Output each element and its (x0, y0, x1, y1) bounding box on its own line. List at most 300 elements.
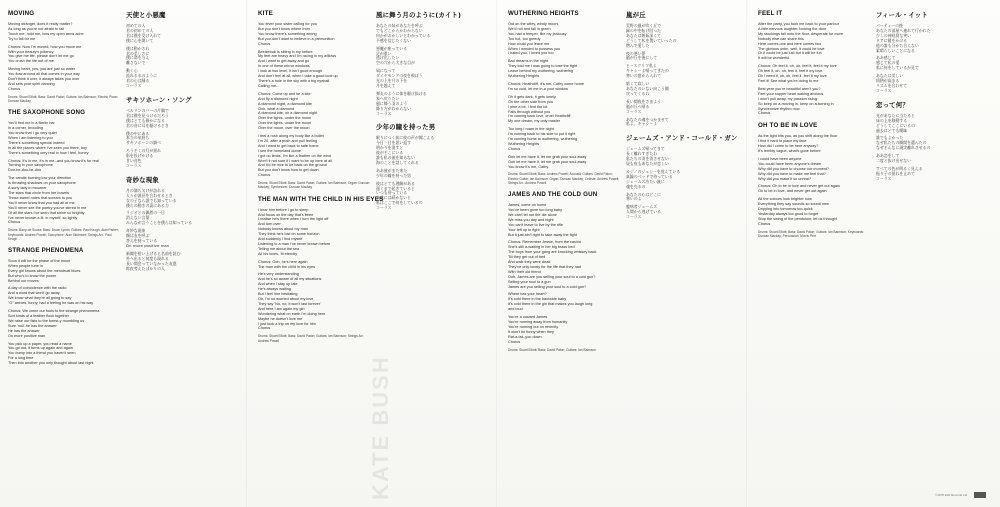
song-block (8, 109, 120, 241)
lyric-line: Beelzebub is sitting in my before (258, 49, 313, 54)
lyric-line: A diamond night, a diamond kite (258, 101, 313, 106)
lyric-line: I find it hard to place my face (758, 139, 807, 144)
stanza (258, 272, 370, 331)
lyric-line: Here comes one and here comes two (758, 41, 822, 46)
lyric-line-jp: ベルリンのバーの片隅で (126, 107, 169, 113)
japanese-lyrics-column (126, 8, 238, 277)
lyric-line: I hated you, I loved you too (508, 51, 554, 56)
lyric-line-jp: 彼はとても理解がある (376, 180, 415, 186)
lyric-line-jp: 二度と抜け出せない (876, 158, 912, 164)
lyric-line: Behind our moves (8, 278, 39, 283)
lyric-line: Ooh let me have it, let me grab your soul away (508, 159, 587, 164)
lyric-line-jp: 人々が波長を合わせるとき (126, 192, 173, 198)
lyric-line: Is throwing shadows on your saxophone (8, 181, 76, 186)
stanza-jp (626, 170, 738, 190)
song-title-jp: フィール・イット (876, 11, 928, 19)
lyric-line: Telling me about the sea (258, 246, 300, 251)
lyric-line: Ooh let me have it, let me grab your soul away (508, 154, 587, 159)
lyric-line: How could you leave me (508, 41, 550, 46)
lyric-line-jp: コーラス (126, 82, 142, 88)
lyric-line-jp: 逃げ出したい (376, 55, 400, 61)
song-credits: Drums: Stuart Elliott; Bass: David Paton; Guitars: Ian Bairnson; Organ: Duncan Mackay; Synthesizer: Duncan Mackay (258, 181, 370, 190)
stanza (758, 157, 870, 182)
lyric-line: I look at two level, it isn't good enough (258, 69, 323, 74)
song-block-jp (376, 10, 488, 116)
stanza (508, 240, 620, 289)
lyric-line: And he's so aware of all my situations (258, 277, 322, 282)
lyric-line: All the colours look brighter now (758, 197, 812, 202)
lyric-line: You had a temper, like my jealousy (508, 31, 567, 36)
stanza-jp (376, 182, 488, 211)
lyric-line: They told me I was going to lose the fight (508, 64, 578, 69)
lyric-line-jp: 臆病者ジェームズ (626, 204, 658, 210)
lyric-line: You give me life, please don't let me go (8, 54, 74, 59)
lyric-line: As long as you're not afraid to fall (8, 26, 65, 31)
stanza-jp (626, 82, 738, 97)
lyric-line: Best year you're beautiful aren't you? (758, 86, 821, 91)
lyric-line: Chorus: Ooh, he's here again (258, 259, 308, 264)
song-credits: Drums: Barry de Souza; Bass: Bruce Lynch; Guitars: Paul Keogh, Alan Parker; Keyboards: Andrew Powell; Saxophone: Alan Skidmore; Strings Arr.: Paul Keogh (8, 228, 119, 241)
lyric-line-jp: 嵐が丘へ帰る (626, 103, 650, 109)
lyric-line: Chorus: Oh to be in love and never get out again (758, 184, 840, 189)
lyric-line-jp: 予感を信じたくない (376, 37, 412, 43)
lyric-line: The boys from your gang are knocking whiskey back (508, 250, 597, 255)
song-block-jp (376, 122, 488, 211)
lyric-line: Nobody knows about my man (258, 227, 309, 232)
lyric-line-jp: あなたの心はどこに (626, 191, 662, 197)
lyric-line: My stockings fall onto the floor, desperate for more (758, 31, 844, 36)
lyric-line-jp: 人間から逃げている (626, 209, 662, 215)
stanza-jp (126, 149, 238, 169)
lyric-line-jp: 永遠には続かないと (376, 195, 412, 201)
lyric-line: Falls through without you (508, 109, 551, 114)
lyric-line-jp: コーラス (876, 175, 892, 181)
stanza (8, 67, 120, 92)
lyric-line-jp: 私はここで何をしているの (376, 200, 423, 206)
lyric-line: The man with the child in his eyes (258, 264, 315, 269)
lyric-line: My feet are heavy and I'm racing in my willows (258, 54, 337, 59)
lyric-line: He's very understanding (258, 272, 299, 277)
lyric-panel (758, 0, 994, 507)
lyric-line-jp: 僕に心を開いて (126, 37, 154, 43)
stanza-jp (126, 132, 238, 147)
lyric-line: Out on the wiley, windy moors (508, 22, 559, 26)
lyric-line: Nobody else can share this (758, 36, 804, 41)
lyric-line-jp: 月の満ち欠けが訪れる (126, 187, 165, 193)
song-block (8, 247, 120, 366)
lyric-line: But you don't know where from (258, 26, 311, 31)
stanza (8, 121, 120, 155)
lyric-line: Oh to be in love, and never get out again (758, 189, 827, 194)
lyric-line-jp: 今日一日を思い返す (376, 140, 412, 146)
song-block (258, 10, 370, 190)
lyric-line: James, come on home (508, 203, 547, 208)
stanza-jp (126, 189, 238, 209)
watermark: KATE BUSH (368, 355, 393, 500)
stanza (8, 342, 120, 367)
english-lyrics-column (8, 8, 120, 372)
lyric-line-jp: あなたは嫉妬深くて (626, 32, 662, 38)
lyric-line-jp: 私よ、キャシーよ (626, 121, 658, 127)
lyric-line: Moving heart, yes, you are just so water (8, 67, 76, 72)
song-title-jp: 天使と小悪魔 (126, 11, 166, 19)
fold-line (496, 0, 498, 507)
stanza-jp (876, 114, 988, 134)
lyric-line: Chorus (508, 146, 521, 151)
lyric-line-jp: 空の穴から大きな目が (376, 60, 415, 66)
lyric-line-jp: 光の上を月の下を (376, 78, 408, 84)
lyric-line-jp: ああ彼がまた来た (376, 167, 408, 173)
song-title-jp: ジェームズ・アンド・コールド・ガン (626, 134, 738, 143)
lyric-line: It won't be funny when they (508, 329, 554, 334)
lyric-line-jp: 真鍮のベッドで待っている (626, 173, 673, 179)
lyric-line: You bump into a friend you haven't seen (8, 351, 76, 356)
lyric-line: But it just ain't right to take away the fight (508, 232, 577, 237)
lyric-line: You'll never see the poetry you've stirred in me (8, 205, 87, 210)
song-title-jp: 恋って何？ (876, 100, 909, 109)
lyric-line-jp: 寒いのよ (626, 196, 642, 202)
lyric-line: You've been gone too long baby (508, 207, 562, 212)
lyric-line: Doo-be-doo-be-doo (8, 168, 42, 173)
stanza (258, 92, 370, 131)
lyric-line-jp: 荒野の風が吹く丘で (626, 23, 662, 28)
lyric-line: When I needed to possess you (508, 46, 561, 51)
song-title: OH TO BE IN LOVE (758, 122, 818, 130)
lyric-line-jp: 動く心 (126, 68, 138, 74)
lyric-line: The glorious unbn, well, it could be love (758, 46, 825, 51)
lyric-line-jp: 素晴らしいことになる (876, 47, 915, 53)
lyric-line: Chorus (258, 326, 271, 331)
lyric-line: You know that I go very quiet (8, 131, 57, 135)
lyric-line: and loud (508, 307, 523, 312)
lyric-line-jp: 女の子なら誰でも知っている (126, 197, 177, 203)
lyric-line: As the light hits you, as you shift along the floor (758, 134, 838, 139)
lyric-line-jp: 僕は動かされ (126, 45, 150, 51)
stanza (758, 87, 870, 116)
lyric-line: Every girl knows about the menstrual blues (8, 268, 81, 273)
lyric-line-jp: 長い間会っていなかった友達 (126, 260, 177, 266)
lyric-line: Selling your soul to a gun (508, 279, 551, 284)
stanza (8, 22, 120, 42)
lyric-line-jp: あなたの妹があなたを呼ぶ (376, 23, 423, 28)
song-block-jp (126, 175, 238, 272)
stanza-jp (376, 92, 488, 117)
lyric-line: You can't leave to live by the rifle (508, 222, 564, 227)
stanza (508, 95, 620, 124)
lyric-line: Ooh, what a diamond (258, 106, 295, 111)
stanza-jp (626, 205, 738, 220)
lyric-line: Over the lights, under the moon (258, 116, 312, 121)
stanza-jp (376, 24, 488, 44)
lyric-line: With their old friend (508, 269, 541, 274)
lyric-line: All his loves, 'til eternity (258, 251, 298, 256)
lyric-line: He's always waiting (258, 287, 292, 292)
lyric-line: Bad dreams in the night (508, 59, 549, 64)
lyric-line: In one of these mirror windows (258, 64, 310, 69)
lyric-line-jp: あなたのいない向こう側 (626, 85, 669, 91)
lyric-line: There's something very real in how I feel, honey (8, 150, 89, 155)
lyric-line-jp: 降り方がわからない (376, 105, 412, 111)
lyric-line-jp: あなたの部屋へ連れて行かれた (876, 27, 931, 33)
lyric-line: You're running out on revenity (508, 324, 559, 329)
lyric-line: With your beauty's potency (8, 49, 54, 54)
lyric-line: When people tune in (8, 263, 43, 268)
lyric-line: Too long I roam in the night (508, 127, 554, 132)
lyric-line: Syncbronize rhythm now (758, 106, 800, 111)
stanza (508, 155, 620, 170)
stanza-jp (126, 47, 238, 67)
stanza-jp (876, 24, 988, 53)
lyric-line: Chorus (758, 111, 771, 116)
lyric-line: Chorus: Come up and be a kite (258, 91, 311, 96)
lyric-line: You'll find me in a Berlin bar (8, 121, 55, 126)
stanza-jp (376, 47, 488, 67)
lyric-line-jp: 振り子の揺れを止めて (876, 170, 915, 176)
stanza (8, 286, 120, 306)
stanza (8, 259, 120, 284)
lyric-line: We can't let our fire die alone (508, 212, 557, 217)
lyric-line: Turning in your saxophone (8, 163, 53, 168)
english-lyrics-column (758, 8, 870, 244)
lyric-line: Wuthering Heights (508, 141, 540, 146)
lyric-line: You know there's something wrong (258, 31, 317, 36)
lyric-line-jp: ジェームズ冷たい銃に (626, 178, 665, 184)
stanza-jp (626, 100, 738, 115)
lyric-line: Over the moon, over the moon (258, 126, 310, 131)
stanza-jp (626, 24, 738, 49)
song-title: THE MAN WITH THE CHILD IN HIS EYES (258, 195, 384, 203)
lyric-line-jp: 魂を売るの (626, 183, 646, 189)
lyric-line-jp: 昨夜考えたばかりの人 (126, 265, 165, 271)
lyric-line: You'll never know that you had all of me (8, 200, 75, 205)
lyric-line: And walk they were dead (508, 260, 551, 265)
lyric-line-jp: 長く離れすぎたわ (626, 151, 658, 157)
lyric-line-jp: コーラス (626, 108, 642, 114)
song-title: WUTHERING HEIGHTS (508, 10, 579, 17)
lyric-line-jp: 夜の悪い夢 (626, 50, 646, 56)
lyric-line: You're running away from humanity (508, 320, 568, 325)
lyric-line-jp: 類は友を呼ぶ (126, 233, 150, 239)
stanza (508, 59, 620, 79)
lyric-line-jp: 少年の瞳を持った男 (376, 172, 412, 178)
lyric-line: Feel it! See what you're doing to me (758, 78, 819, 83)
lyric-line-jp: コーラス (626, 214, 642, 220)
song-title-jp: サキソホーン・ソング (126, 95, 192, 104)
song-block-jp (126, 10, 238, 89)
lyric-line: Why did you have to choose our moment? (758, 166, 830, 171)
lyric-line-jp: いつも待っている (376, 190, 408, 196)
lyric-line-jp: ああ感じて (876, 55, 896, 61)
stanza-jp (126, 24, 238, 44)
lyric-line: And fly a diamond night (258, 96, 298, 101)
lyric-line-jp: あなたは美しい (876, 73, 904, 79)
lyric-line: Stop the swing of the pendulum, let us through! (758, 216, 838, 221)
stanza (8, 176, 120, 225)
lyric-line-jp: 君は僕を見つけるだろう (126, 112, 169, 118)
lyric-line-jp: サキソホーンの調べ (126, 140, 161, 146)
lyric-line: Yesterday always too good to forget (758, 212, 819, 216)
lyric-line: We'd roll and fall in green (508, 26, 551, 31)
lyric-line-jp: 消えない言葉 (126, 215, 150, 221)
lyric-line: I just took a trip on my love for him (258, 321, 316, 326)
lyric-line-jp: ドアに鍵をかける (876, 37, 908, 43)
lyric-line-jp: 僕らの動きの裏にある力 (126, 202, 169, 208)
lyric-line: You're a coward James (508, 315, 548, 320)
stanza-jp (126, 229, 238, 249)
stanza (758, 64, 870, 84)
lyric-line: Chorus: It's in me, it's in me--and you know it's for real (8, 158, 99, 163)
lyric-line: Chorus (258, 173, 271, 178)
lyric-line: Till they get out of bed (508, 255, 546, 260)
lyric-line: And when I stay up late (258, 282, 298, 287)
lyric-line-jp: 僕の中にある (126, 130, 150, 136)
lyric-line: You fever your sister calling for you (258, 22, 317, 26)
lyric-line: Sort kinds of a feather flock together (8, 313, 69, 318)
stanza (258, 22, 370, 47)
lyric-line: James are you selling your soul to a cold gun? (508, 284, 587, 289)
lyric-line-jp: でもどこからかわからない (376, 27, 423, 33)
japanese-lyrics-column (626, 8, 738, 226)
lyric-line-jp: 明かりを消すと (376, 145, 404, 151)
lyric-line: I hear him before I go to sleep (258, 207, 309, 212)
lyric-line: And turn over (258, 222, 281, 227)
stanza-jp (626, 147, 738, 167)
lyric-line: We know what they're all going to say (8, 296, 72, 301)
barcode-mark (974, 492, 986, 498)
stanza (258, 208, 370, 257)
lyric-line: I've never known a lit, in myself, so lightly (8, 215, 78, 220)
lyric-line: Wuthering Heights (508, 74, 540, 79)
lyric-line: For a long time (8, 356, 34, 361)
lyric-line: It's terribly vague, what's gone before (758, 149, 821, 154)
lyric-line: Why did you have to make me feel that? (758, 171, 826, 176)
lyric-line-jp: 緑の中を転げ回った (626, 27, 662, 33)
lyric-line: Then into another you only thought about last night (8, 361, 94, 366)
song-title-jp: 少年の瞳を持った男 (376, 123, 436, 132)
lyric-line: In all the places where I've seen you there, boy (8, 145, 88, 150)
stanza-jp (626, 193, 738, 203)
lyric-line: After the party, you took me back to your parlour (758, 22, 839, 26)
lyric-line: On more positive man (8, 333, 46, 338)
lyric-line-jp: 彼がそこにいる (376, 150, 404, 156)
lyric-line: Chorus: Oh feel it, oh, oh, feel it, feel it my love (758, 64, 837, 69)
lyric-line: He has the answer (8, 328, 40, 333)
lyric-line: Chorus: Remember Jessie, from the casino (508, 240, 582, 245)
stanza (508, 315, 620, 344)
lyric-line: I could have been anyone (758, 156, 802, 161)
lyric-line: Sure 'null'-he has the answer (8, 323, 57, 328)
lyric-line-jp: 何かがおかしいとわかっている (376, 32, 431, 38)
stanza (8, 159, 120, 174)
lyric-line: Chorus: We come our fools to the strange phenomena (8, 309, 100, 314)
song-block-jp (876, 10, 988, 94)
lyric-line: Listening to a man I've never known before (258, 241, 331, 246)
lyric-line: But who's to know the power (8, 273, 57, 278)
lyric-line-jp: 風に舞う羽のよう (376, 100, 408, 106)
lyric-line-jp: 僕はとても静かになる (126, 117, 165, 123)
japanese-lyrics-column (376, 8, 488, 217)
stanza (758, 197, 870, 226)
song-block (508, 10, 620, 185)
lyric-line: There's something special indeed (8, 140, 65, 145)
lyric-line: "G" arrives, funny, had a feeling he was on his way (8, 301, 94, 306)
lyric-line-jp: 家へ戻りたい (376, 95, 400, 101)
lyric-line-jp: なぜそんなに現実離れさせるの (876, 145, 931, 151)
lyric-line: And here I am again my girl (258, 306, 305, 311)
lyric-line: On the other side from you (508, 99, 553, 104)
lyric-line-jp: あなたの魂をつかませて (626, 116, 669, 122)
lyric-line: I'm coming back love, cruel Heathcliff (508, 114, 571, 119)
song-credits: Drums: Stuart Elliott; Bass: David Paton; Guitars: Ian Bairnson; Strings Arr.: Andrew Powell (258, 334, 365, 343)
lyric-line-jp: 海のことを話してくれる (376, 159, 419, 165)
lyric-line: Your left up to fight (508, 227, 540, 232)
lyric-line: You crush the life out of me (8, 59, 54, 64)
lyric-line: But you don't know how to get down (258, 168, 319, 173)
fold-line (246, 0, 248, 507)
lyric-line-jp: コーラス (876, 87, 892, 93)
song-title: THE SAXOPHONE SONG (8, 109, 86, 117)
lyric-line: Chorus: Now I'm moved, how you move me (8, 44, 82, 49)
stanza-jp (126, 211, 238, 226)
lyric-line: You know it's me, Cathy (508, 164, 549, 169)
stanza (508, 22, 620, 56)
lyric-line: Over the lights, under the moon (258, 121, 312, 126)
lyric-line: Wondering what on earth I'm doing here (258, 311, 326, 316)
song-title-jp: 奇妙な現象 (126, 175, 159, 184)
lyric-line-jp: なぜ私たちの瞬間を選んだの (876, 140, 927, 146)
lyric-line-jp: 初めての人 (126, 23, 146, 28)
copyright-text: ©1978 EMI Records Ltd. (935, 493, 968, 497)
fold-line (746, 0, 748, 507)
stanza-jp (376, 69, 488, 89)
lyric-line-jp: 僕に命を与え (126, 55, 150, 61)
lyric-line: I'm so cold, let me in-a your window (508, 86, 569, 91)
lyric-line-jp: 君の心は踊る (126, 78, 150, 84)
lyric-panel (8, 0, 244, 507)
stanza-jp (126, 252, 238, 272)
lyric-line-jp: 暗くて寂しい (626, 81, 650, 87)
lyric-line: When I am listening to you (8, 135, 53, 140)
lyric-line-jp: 甘い音色 (126, 158, 142, 164)
lyric-line: How did I come to be here anyway? (758, 144, 819, 149)
lyric-line-jp: コーラス (376, 110, 392, 116)
stanza-jp (876, 74, 988, 94)
lyric-line-jp: 影を投げかける (126, 153, 154, 159)
song-block-jp (626, 133, 738, 220)
stanza-jp (376, 169, 488, 179)
lyric-line: Where has your heart? (508, 292, 547, 297)
lyric-line-jp: 他の誰も分かち合えない (876, 42, 919, 48)
stanza-jp (876, 167, 988, 182)
japanese-lyrics-column (876, 8, 988, 188)
lyric-line: A little nervous laughter, locking the door (758, 26, 827, 31)
lyric-line: Calling me-- (258, 83, 279, 88)
lyric-line-jp: 本当の気持ち (126, 135, 150, 141)
lyric-line: Chorus (8, 86, 21, 91)
lyric-line: Too hot, too greedy (508, 36, 541, 41)
stanza (8, 309, 120, 338)
lyric-line: Soon it will be the phase of the moon (8, 258, 71, 263)
lyric-line: You could have been anyone's dream (758, 161, 822, 166)
lyric-line: My one dream, my only master (508, 119, 561, 124)
lyric-line: Leave behind my wuthering, wuthering (508, 69, 574, 74)
lyric-line: There's a hole in the sky with a big eyeball (258, 78, 330, 83)
song-title: STRANGE PHENOMENA (8, 246, 84, 254)
lyric-line-jp: 答えを持っている (126, 238, 158, 243)
lyric-line: You pick up a paper, you read a name (8, 341, 72, 346)
lyric-line: Chorus (258, 41, 271, 46)
lyric-line: I got no limbs, I'm like a feather on the wind (258, 153, 331, 158)
